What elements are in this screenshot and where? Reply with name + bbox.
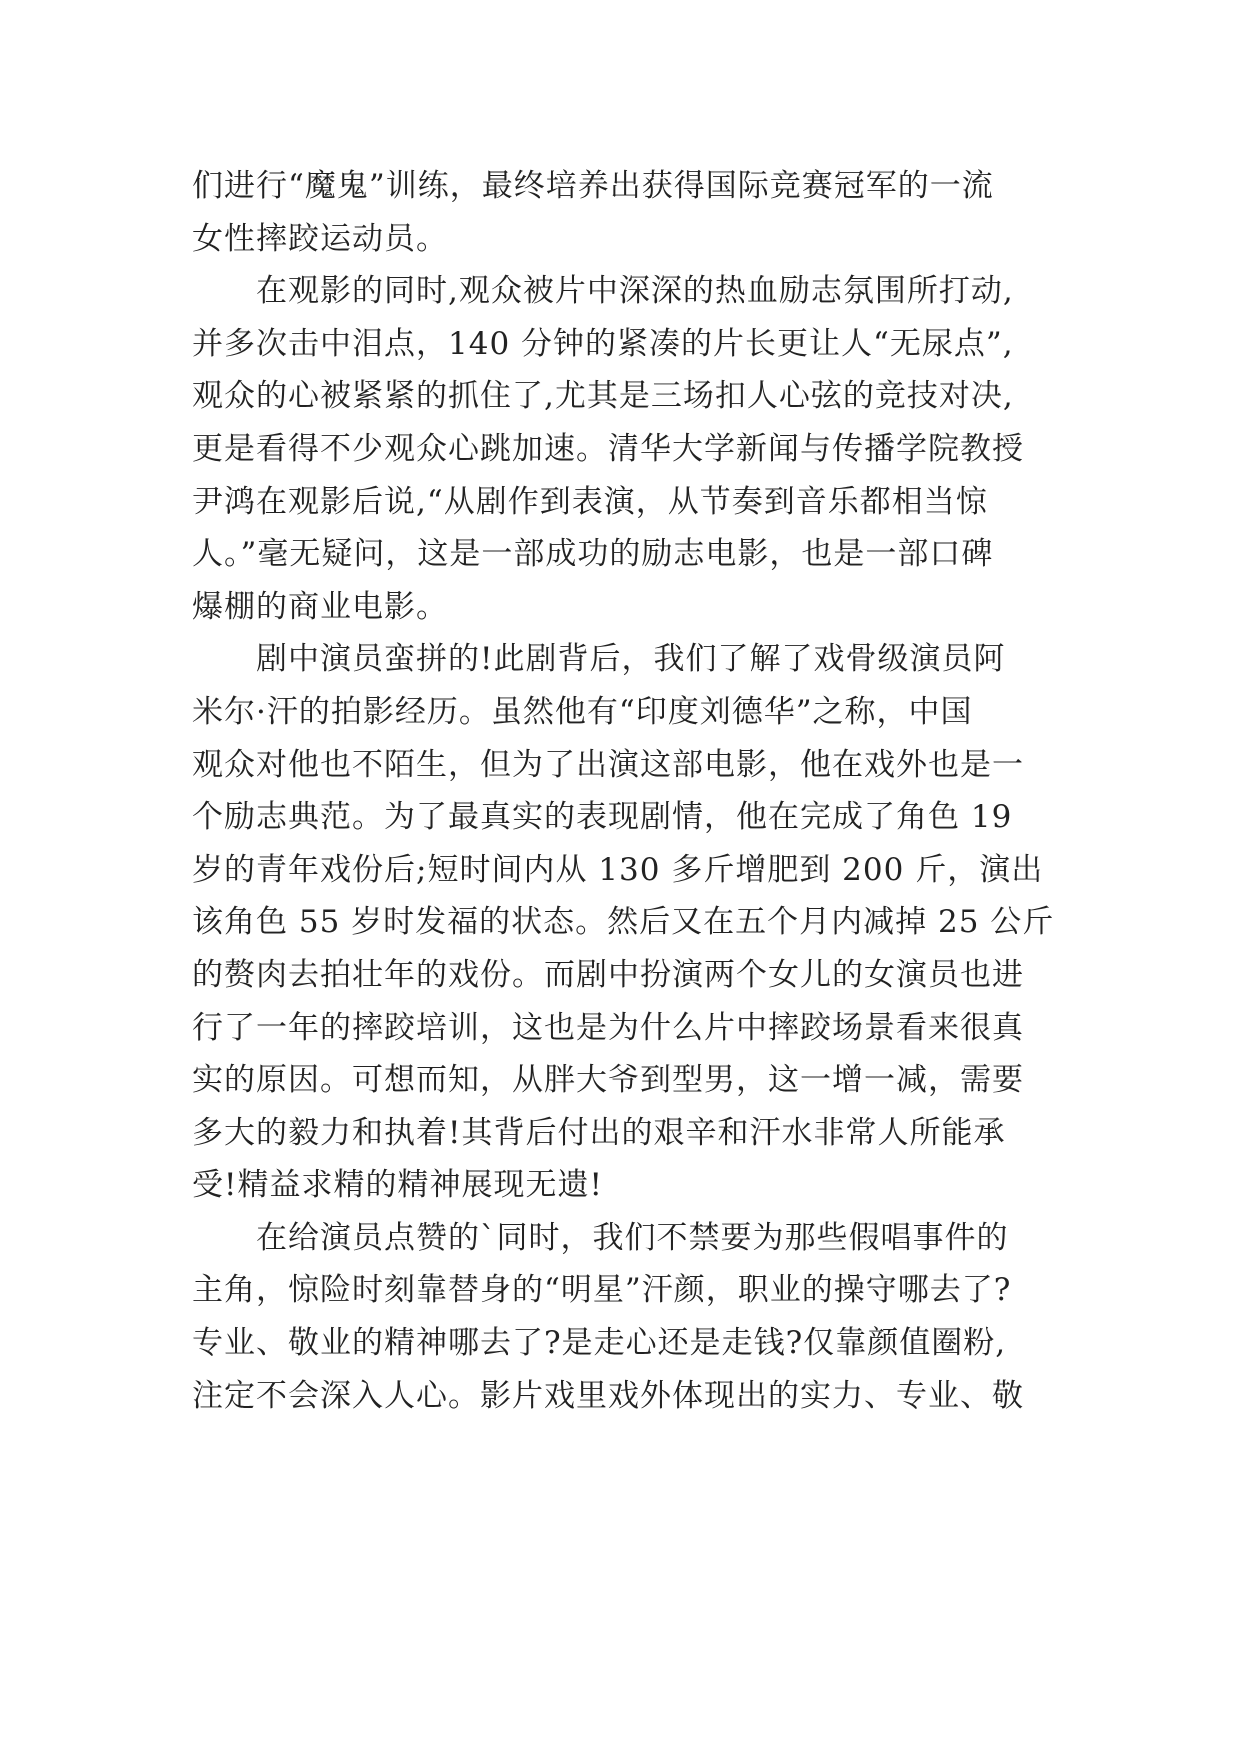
text-line: 尹鸿在观影后说,“从剧作到表演，从节奏到音乐都相当惊 (192, 483, 988, 520)
text-line: 多大的毅力和执着!其背后付出的艰辛和汗水非常人所能承 (192, 1114, 1006, 1151)
text-line: 实的原因。可想而知，从胖大爷到型男，这一增一减，需要 (192, 1062, 1024, 1099)
text-line: 的赘肉去拍壮年的戏份。而剧中扮演两个女儿的女演员也进 (192, 956, 1024, 993)
text-line: 受!精益求精的精神展现无遗! (192, 1167, 603, 1204)
text-line: 专业、敬业的精神哪去了?是走心还是走钱?仅靠颜值圈粉, (192, 1325, 1007, 1362)
text-line: 女性摔跤运动员。 (192, 220, 448, 257)
text-line: 个励志典范。为了最真实的表现剧情，他在完成了角色 19 (192, 799, 1013, 836)
text-line: 更是看得不少观众心跳加速。清华大学新闻与传播学院教授 (192, 430, 1024, 467)
paragraph-first-line: 剧中演员蛮拼的!此剧背后，我们了解了戏骨级演员阿 (256, 641, 1006, 678)
text-line: 注定不会深入人心。影片戏里戏外体现出的实力、专业、敬 (192, 1377, 1024, 1414)
paragraph-first-line: 在观影的同时,观众被片中深深的热血励志氛围所打动, (256, 273, 1014, 310)
text-line: 该角色 55 岁时发福的状态。然后又在五个月内减掉 25 公斤 (192, 904, 1055, 941)
text-line: 主角，惊险时刻靠替身的“明星”汗颜，职业的操守哪去了? (192, 1272, 1012, 1309)
text-line: 人。”毫无疑问，这是一部成功的励志电影，也是一部口碑 (192, 536, 994, 573)
text-line: 观众的心被紧紧的抓住了,尤其是三场扣人心弦的竞技对决, (192, 378, 1014, 415)
text-line: 行了一年的摔跤培训，这也是为什么片中摔跤场景看来很真 (192, 1009, 1024, 1046)
paragraph-first-line: 在给演员点赞的`同时，我们不禁要为那些假唱事件的 (256, 1219, 1009, 1256)
text-line: 并多次击中泪点，140 分钟的紧凑的片长更让人“无尿点”, (192, 325, 1014, 362)
text-line: 们进行“魔鬼”训练，最终培养出获得国际竞赛冠军的一流 (192, 168, 994, 204)
text-line: 爆棚的商业电影。 (192, 588, 448, 625)
text-line: 米尔·汗的拍影经历。虽然他有“印度刘德华”之称，中国 (192, 693, 973, 730)
text-line: 观众对他也不陌生，但为了出演这部电影，他在戏外也是一 (192, 746, 1024, 783)
text-line: 岁的青年戏份后;短时间内从 130 多斤增肥到 200 斤，演出 (192, 851, 1044, 888)
body-text (192, 160, 1092, 1422)
